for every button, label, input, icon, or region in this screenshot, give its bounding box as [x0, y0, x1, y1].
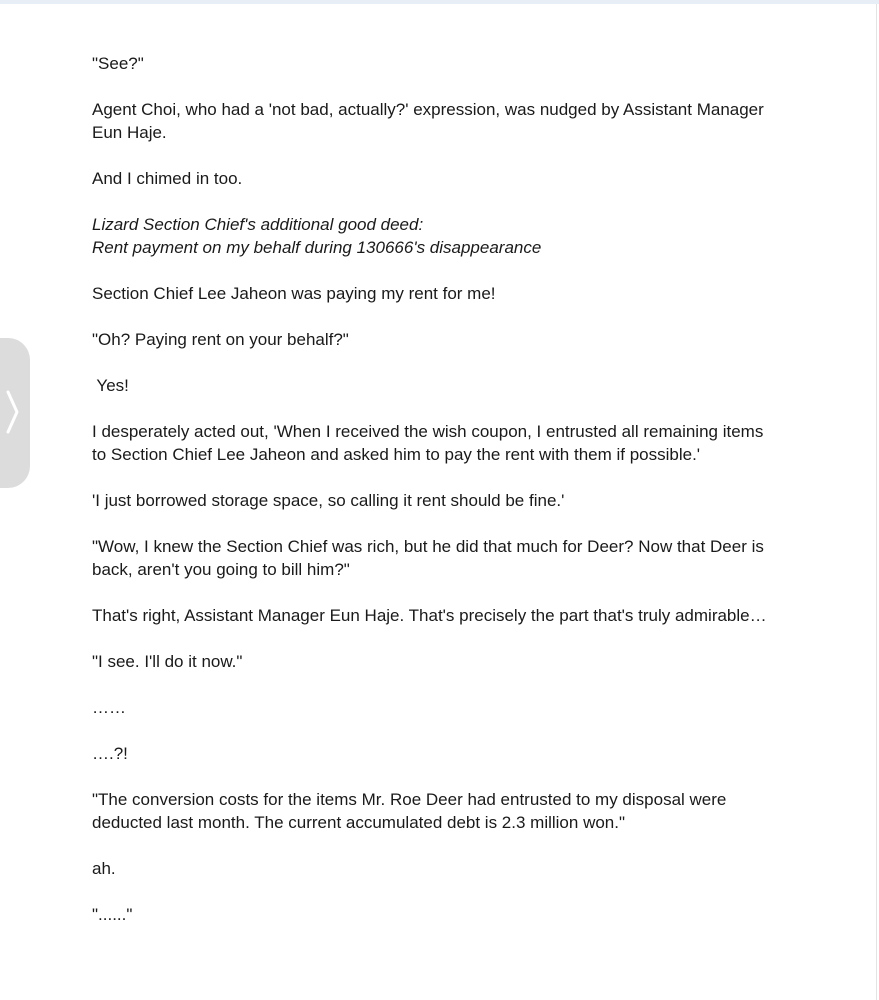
dialogue-line: "I see. I'll do it now." [92, 652, 243, 671]
page-edge [876, 4, 877, 1000]
system-message-line: Rent payment on my behalf during 130666's disappearance [92, 238, 542, 257]
narration: That's right, Assistant Manager Eun Haje. That's precisely the part that's truly admirable… [92, 606, 767, 625]
next-page-tab[interactable] [0, 338, 30, 488]
narration: ah. [92, 859, 116, 878]
system-message [92, 213, 782, 259]
dialogue-line: "The conversion costs for the items Mr. Roe Deer had entrusted to my disposal were deducted last month. The current accumulated debt is 2.3 million won." [92, 790, 727, 832]
chevron-right-icon [6, 390, 20, 434]
system-message-line: Lizard Section Chief's additional good deed: [92, 215, 424, 234]
narration: Agent Choi, who had a 'not bad, actually?' expression, was nudged by Assistant Manager Eun Haje. [92, 100, 764, 142]
narration: 'I just borrowed storage space, so calling it rent should be fine.' [92, 491, 565, 510]
narration: ….?! [92, 744, 128, 763]
narration: I desperately acted out, 'When I received the wish coupon, I entrusted all remaining items to Section Chief Lee Jaheon and asked him to pay the rent with them if possible.' [92, 422, 764, 464]
chapter-text [92, 52, 782, 949]
narration: And I chimed in too. [92, 169, 243, 188]
dialogue-line: "See?" [92, 54, 144, 73]
narration: Section Chief Lee Jaheon was paying my rent for me! [92, 284, 496, 303]
narration: …… [92, 698, 126, 717]
top-strip [0, 0, 879, 4]
dialogue-line: "Wow, I knew the Section Chief was rich, but he did that much for Deer? Now that Deer is back, aren't you going to bill him?" [92, 537, 764, 579]
dialogue-line: "Oh? Paying rent on your behalf?" [92, 330, 349, 349]
narration: Yes! [92, 376, 129, 395]
dialogue-line: "......" [92, 905, 133, 924]
